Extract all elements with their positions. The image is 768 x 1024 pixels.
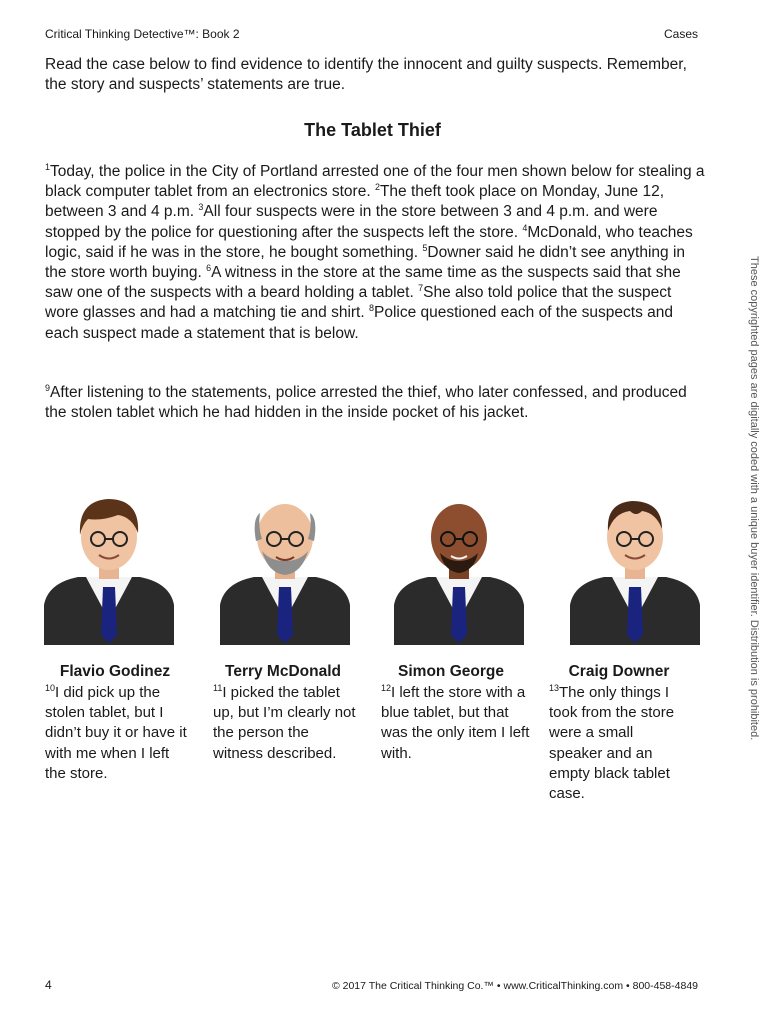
header-section: Cases [663, 27, 698, 41]
statement-text: I picked the tablet up, but I’m clearly not the person the witness described. [213, 684, 356, 762]
suspect-name: Terry McDonald [225, 663, 341, 680]
sentence-number: 7 [418, 283, 424, 294]
suspect-card [381, 663, 531, 764]
sentence-number: 8 [368, 303, 374, 314]
sentence-text: All four suspects were in the store between 3 and 4 p.m. and were stopped by the police for questioning after the suspects left the store. [45, 203, 658, 241]
suspect-name: Simon George [398, 663, 504, 680]
sentence-text: After listening to the statements, police arrested the thief, who later confessed, and produced the stolen tablet which he had hidden in the inside pocket of his jacket. [45, 384, 687, 422]
sentence-number: 5 [422, 242, 428, 253]
suspect-card [213, 663, 363, 764]
suspect-card [45, 663, 193, 784]
sentence-number: 6 [206, 262, 212, 273]
footer-copyright: © 2017 The Critical Thinking Co.™ • www.CriticalThinking.com • 800-458-4849 [331, 980, 698, 992]
sentence-text: A witness in the store at the same time as the suspects said that she saw one of the suspects with a beard holding a tablet. [45, 264, 681, 302]
sentence-text: Police questioned each of the suspects and each suspect made a statement that is below. [45, 304, 673, 342]
sentence-text: Today, the police in the City of Portland arrested one of the four men shown below for stealing a black computer tablet from an electronics store. [45, 163, 705, 201]
instructions: Read the case below to find evidence to identify the innocent and guilty suspects. Remember, the story and suspects’ statements are true. [45, 56, 687, 93]
case-paragraph-2 [45, 383, 705, 423]
suspect-statement [45, 683, 193, 784]
statement-text: I left the store with a blue tablet, but that was the only item I left with. [381, 684, 530, 762]
statement-text: The only things I took from the store were a small speaker and an empty black tablet case. [549, 684, 675, 803]
sentence-number: 3 [198, 202, 204, 213]
sentence-number: 1 [45, 161, 51, 172]
suspect-card [549, 663, 689, 804]
sentence-number: 10 [45, 683, 56, 693]
suspect-portrait-downer [570, 495, 700, 645]
sentence-text: McDonald, who teaches logic, said if he was in the store, he bought something. [45, 223, 693, 261]
sentence-number: 4 [522, 222, 528, 233]
statement-text: I did pick up the stolen tablet, but I didn’t buy it or have it with me when I left the store. [45, 684, 187, 782]
sentence-number: 13 [549, 683, 560, 693]
suspect-portrait-godinez [44, 495, 174, 645]
sentence-text: The theft took place on Monday, June 12, between 3 and 4 p.m. [45, 183, 665, 221]
suspect-statement [381, 683, 531, 764]
suspect-portrait-george [394, 495, 524, 645]
sentence-text: Downer said he didn’t see anything in the store worth buying. [45, 243, 686, 282]
suspect-statement [549, 683, 689, 804]
sentence-number: 12 [381, 683, 392, 693]
suspect-portrait-mcdonald [220, 495, 350, 645]
case-paragraph-1 [45, 162, 705, 344]
page-number: 4 [45, 978, 52, 992]
sentence-text: She also told police that the suspect wore glasses and had a matching tie and shirt. [45, 284, 672, 322]
suspect-portraits [0, 495, 745, 645]
suspect-statement [213, 683, 363, 764]
sentence-number: 2 [374, 182, 380, 193]
header-book-title: Critical Thinking Detective™: Book 2 [45, 27, 240, 41]
suspect-name: Craig Downer [568, 663, 670, 680]
copyright-side-note: These copyrighted pages are digitally coded with a unique buyer identifier. Distribution is prohibited. [748, 256, 760, 741]
case-title: The Tablet Thief [304, 120, 441, 140]
sentence-number: 11 [213, 683, 223, 693]
suspect-name: Flavio Godinez [59, 663, 171, 680]
sentence-number: 9 [45, 382, 51, 393]
